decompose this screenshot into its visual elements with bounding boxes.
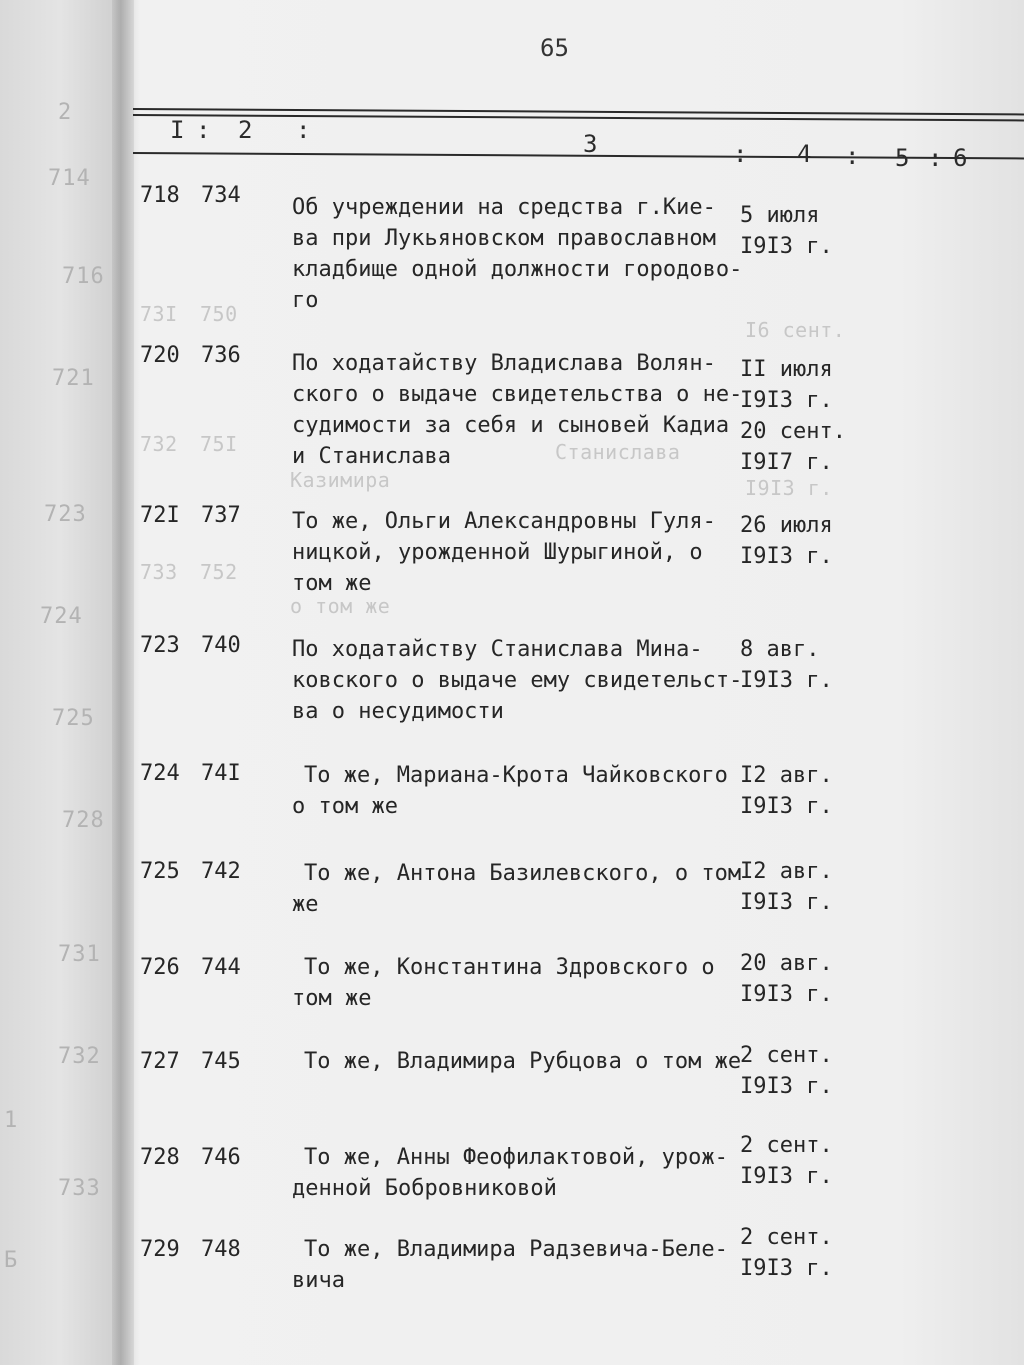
book-spine-shadow [112, 0, 134, 1365]
description-line: ва при Лукьяновском православном [292, 226, 716, 251]
row-description [292, 952, 715, 1014]
row-date [740, 354, 846, 478]
row-description [292, 506, 716, 599]
description-line: То же, Константина Здровского о [304, 955, 715, 980]
left-page-fragment: 725 [52, 706, 95, 731]
column-separator: : [928, 144, 943, 172]
description-line: По ходатайству Станислава Мина- [292, 637, 703, 662]
column-header-6: 6 [953, 144, 968, 172]
description-line: По ходатайству Владислава Волян- [292, 351, 716, 376]
description-line: вича [292, 1268, 345, 1293]
description-line: го [292, 288, 319, 313]
description-line: о том же [292, 794, 398, 819]
column-separator: : [196, 116, 211, 144]
row-description [292, 1234, 728, 1296]
description-line: же [292, 892, 319, 917]
left-page-fragment: 731 [58, 942, 101, 967]
column-header-1: I [170, 116, 185, 144]
page-number: 65 [540, 34, 569, 62]
left-page-fragment: Б [4, 1248, 19, 1273]
row-description [292, 858, 741, 920]
description-line: денной Бобровниковой [292, 1176, 557, 1201]
date-line: I9I3 г. [740, 1074, 833, 1099]
row-number-2: 744 [201, 955, 241, 980]
row-number-1: 723 [140, 633, 180, 658]
header-top-rule-second [133, 114, 1024, 121]
bleed-through-text: Казимира [290, 468, 391, 492]
description-line: кладбище одной должности городово- [292, 257, 743, 282]
column-separator: : [296, 116, 311, 144]
row-number-1: 726 [140, 955, 180, 980]
left-page-fragment: 724 [40, 604, 83, 629]
description-line: То же, Владимира Рубцова о том же [304, 1049, 742, 1074]
row-description [292, 1046, 741, 1077]
description-line: То же, Антона Базилевского, о том [304, 861, 742, 886]
column-separator: : [845, 142, 860, 170]
date-line: II июля [740, 357, 833, 382]
column-separator: : [733, 140, 748, 168]
description-line: Об учреждении на средства г.Кие- [292, 195, 716, 220]
row-date [740, 200, 833, 262]
date-line: I9I3 г. [740, 668, 833, 693]
row-number-2: 740 [201, 633, 241, 658]
date-line: I9I3 г. [740, 794, 833, 819]
bleed-through-text: 73I [140, 302, 178, 326]
row-number-1: 725 [140, 859, 180, 884]
date-line: I9I3 г. [740, 890, 833, 915]
date-line: 20 сент. [740, 419, 846, 444]
left-page-edge [0, 0, 120, 1365]
bleed-through-text: 750 [200, 302, 238, 326]
date-line: 5 июля [740, 203, 820, 228]
description-line: ва о несудимости [292, 699, 504, 724]
row-number-2: 74I [201, 761, 241, 786]
left-page-fragment: 1 [4, 1108, 19, 1133]
bleed-through-text: 733 [140, 560, 178, 584]
description-line: судимости за себя и сыновей Кадиа [292, 413, 730, 438]
header-bottom-rule [133, 152, 1024, 159]
row-number-2: 742 [201, 859, 241, 884]
date-line: 2 сент. [740, 1225, 833, 1250]
date-line: 8 авг. [740, 637, 820, 662]
date-line: I9I3 г. [740, 982, 833, 1007]
left-page-fragment: 723 [44, 502, 87, 527]
description-line: том же [292, 986, 372, 1011]
bleed-through-text: о том же [290, 594, 391, 618]
row-description [292, 1142, 728, 1204]
date-line: 2 сент. [740, 1133, 833, 1158]
description-line: ницкой, урожденной Шурыгиной, о [292, 540, 703, 565]
column-header-5: 5 [895, 144, 910, 172]
bleed-through-text: I6 сент. [745, 318, 846, 342]
row-number-2: 736 [201, 343, 241, 368]
row-number-2: 737 [201, 503, 241, 528]
date-line: 26 июля [740, 513, 833, 538]
row-description [292, 760, 728, 822]
left-page-fragment: 733 [58, 1176, 101, 1201]
row-number-2: 746 [201, 1145, 241, 1170]
description-line: То же, Ольги Александровны Гуля- [292, 509, 716, 534]
date-line: I9I3 г. [740, 234, 833, 259]
left-page-fragment: 732 [58, 1044, 101, 1069]
row-date [740, 856, 833, 918]
description-line: том же [292, 571, 372, 596]
row-number-1: 718 [140, 183, 180, 208]
date-line: I9I7 г. [740, 450, 833, 475]
bleed-through-text: Станислава [555, 440, 681, 464]
description-line: То же, Владимира Радзевича-Беле- [304, 1237, 728, 1262]
column-header-2: 2 [238, 116, 253, 144]
date-line: I2 авг. [740, 763, 833, 788]
description-line: и Станислава [292, 444, 451, 469]
bleed-through-text: 732 [140, 432, 178, 456]
description-line: То же, Анны Феофилактовой, урож- [304, 1145, 728, 1170]
bleed-through-text: 75I [200, 432, 238, 456]
row-number-1: 728 [140, 1145, 180, 1170]
row-date [740, 1222, 833, 1284]
bleed-through-text: I9I3 г. [745, 476, 833, 500]
left-page-fragment: 721 [52, 366, 95, 391]
left-page-fragment: 714 [48, 166, 91, 191]
row-number-1: 727 [140, 1049, 180, 1074]
column-header-3: 3 [583, 130, 598, 158]
description-line: ского о выдаче свидетельства о не- [292, 382, 743, 407]
date-line: I9I3 г. [740, 1256, 833, 1281]
row-description [292, 192, 742, 316]
date-line: 20 авг. [740, 951, 833, 976]
row-number-1: 729 [140, 1237, 180, 1262]
description-line: ковского о выдаче ему свидетельст- [292, 668, 743, 693]
description-line: То же, Мариана-Крота Чайковского [304, 763, 728, 788]
date-line: I9I3 г. [740, 1164, 833, 1189]
row-date [740, 1130, 833, 1192]
row-date [740, 1040, 833, 1102]
row-number-1: 724 [140, 761, 180, 786]
column-header-4: 4 [797, 140, 812, 168]
left-page-fragment: 728 [62, 808, 105, 833]
row-number-1: 72I [140, 503, 180, 528]
row-date [740, 948, 833, 1010]
row-number-2: 734 [201, 183, 241, 208]
row-number-2: 748 [201, 1237, 241, 1262]
row-number-1: 720 [140, 343, 180, 368]
row-date [740, 510, 833, 572]
date-line: I2 авг. [740, 859, 833, 884]
date-line: I9I3 г. [740, 388, 833, 413]
left-page-fragment: 716 [62, 264, 105, 289]
date-line: I9I3 г. [740, 544, 833, 569]
row-number-2: 745 [201, 1049, 241, 1074]
date-line: 2 сент. [740, 1043, 833, 1068]
row-description [292, 348, 742, 472]
row-description [292, 634, 742, 727]
left-page-fragment: 2 [58, 100, 73, 125]
row-date [740, 634, 833, 696]
bleed-through-text: 752 [200, 560, 238, 584]
row-date [740, 760, 833, 822]
